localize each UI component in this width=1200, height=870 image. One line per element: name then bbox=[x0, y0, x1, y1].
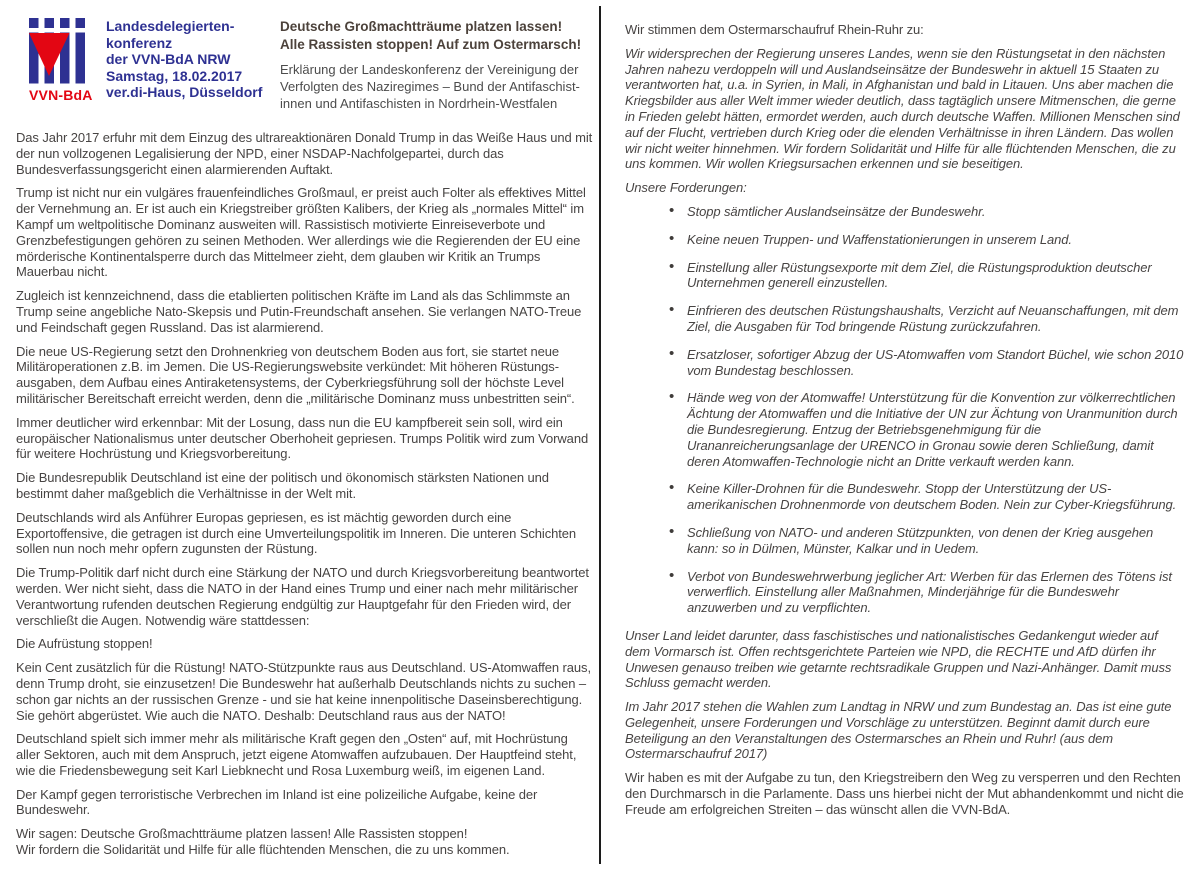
title-line: Alle Rassisten stoppen! Auf zum Ostermarsch! bbox=[280, 36, 582, 52]
demands-list bbox=[625, 204, 1185, 616]
demand-item: • Einstellung aller Rüstungsexporte mit dem Ziel, die Rüstungsproduktion deutscher Unternehmen generell einzustellen. bbox=[667, 260, 1185, 292]
subtitle-line: innen und Antifaschisten in Nordrhein-Westfalen bbox=[280, 96, 558, 111]
paragraph: Deutschland spielt sich immer mehr als militärische Kraft gegen den „Osten“ auf, mit Hochrüstung aller Sektoren, auch mit dem Anspruch, jetzt eigene Atomwaffen aufzubauen. Der Hauptfeind steht, wie die Friedensbewegung seit Karl Liebknecht und Rosa Luxemburg weiß, im eigenen Land. bbox=[16, 731, 577, 778]
demand-item: • Einfrieren des deutschen Rüstungshaushalts, Verzicht auf Neuanschaffungen, mit dem Ziel, die Ausgaben für Tod bringende Rüstung zurückzufahren. bbox=[667, 303, 1185, 335]
red-triangle-bars-icon bbox=[29, 18, 85, 84]
paragraph: Die Aufrüstung stoppen! bbox=[16, 636, 153, 652]
paragraph: Immer deutlicher wird erkennbar: Mit der Losung, dass nun die EU kampfbereit sein soll, wird ein europäischer Nationalismus unter deutscher Oberhoheit gepriesen. Trumps Politik wird zum Vorwand für weitere Hochrüstung und Kriegsvorbereitung. bbox=[16, 414, 589, 462]
paragraph: Zugleich ist kennzeichnend, dass die etablierten politischen Kräfte im Land als das Schlimmste an Trump seine angebliche Nato-Skepsis und Putin-Freundschaft ansehen. Sie verlangen NATO-Treue und Feindschaft gegen Russland. Das ist alarmierend. bbox=[16, 288, 582, 335]
quote-paragraph: Unser Land leidet darunter, dass faschistisches und nationalistisches Gedankengut wieder auf dem Vormarsch ist. Offen rechtsgerichtete Parteien wie NPD, die RECHTE und AfD dürfen ihr Unwesen genauso treiben wie getarnte rechtsradikale Gruppen und Nazi-Anhänger. Damit muss Schluss gemacht werden. bbox=[625, 627, 1172, 691]
demand-item: • Verbot von Bundeswehrwerbung jeglicher Art: Werben für das Erlernen des Tötens ist verwerflich. Einstellung aller Maßnahmen, Minderjährige für die Bundeswehr anzuwerben und zu verpflichten. bbox=[667, 569, 1185, 616]
declaration-subtitle bbox=[280, 61, 594, 112]
ostermarsch-intro: Wir stimmen dem Ostermarschaufruf Rhein-Ruhr zu: bbox=[625, 22, 924, 37]
conference-line: ver.di-Haus, Düsseldorf bbox=[106, 84, 263, 100]
column-divider bbox=[599, 6, 601, 864]
conference-line: Landesdelegierten- bbox=[106, 18, 235, 34]
paragraph: Deutschlands wird als Anführer Europas gepriesen, es ist mächtig geworden durch eine Exportoffensive, die getragen ist durch eine Umverteilungspolitik im Inneren. Die unteren Schichten sollen nun noch mehr opfern zugunsten der Rüstung. bbox=[16, 509, 577, 557]
conference-info bbox=[106, 18, 264, 101]
slogan-line: Wir fordern die Solidarität und Hilfe für alle flüchtenden Menschen, die zu uns kommen. bbox=[16, 842, 510, 858]
quote-paragraph: Im Jahr 2017 stehen die Wahlen zum Landtag in NRW und zum Bundestag an. Das ist eine gute Gelegenheit, unsere Forderungen und Vorschläge zu unterstützen. Beginnt damit durch eure Beteiligung an den Veranstaltungen des Ostermarsches an Rhein und Ruhr! (aus dem Ostermarschaufruf 2017) bbox=[625, 699, 1172, 762]
left-column bbox=[16, 18, 594, 866]
demand-item: • Schließung von NATO- und anderen Stützpunkten, von denen der Krieg ausgehen kann: so in Dülmen, Münster, Kalkar und in Uedem. bbox=[667, 525, 1185, 557]
paragraph: Trump ist nicht nur ein vulgäres frauenfeindliches Großmaul, er preist auch Folter als effektives Mittel der Vernehmung an. Er ist auch ein Kriegstreiber größten Kalibers, der Krieg als „normales Mittel“ im Kampf um weltpolitische Dominanz ausweiten will. Rassistisch motivierte Einreiseverbote und Grenzbefestigungen gehören zu seinen Methoden. Wer allerdings wie die Regierenden der EU eine mörderische Kontinentalsperre durch das Mittelmeer zieht, dem glauben wir Kritik an Trumps Mauerbau nicht. bbox=[16, 185, 586, 280]
document-header bbox=[16, 18, 594, 112]
quote-paragraph: Wir widersprechen der Regierung unseres Landes, wenn sie den Rüstungsetat in den nächsten Jahren nahezu verdoppeln will und Auslandseinsätze der Bundeswehr in aktuell 15 Staaten zu verantworten hat, u.a. in Syrien, in Mali, in Afghanistan und bald in Litauen. Uns aber machen die Kriegsbilder aus aller Welt immer wieder deutlich, dass tagtäglich unsere Mitmenschen, die gerne in Frieden gelebt hätten, ermordet werden, auch durch deutsche Waffen. Millionen Menschen sind auf der Flucht, vertrieben durch Krieg oder die elenden Verhältnisse in ihren Ländern. Das wollen wir nicht weiter hinnehmen. Wir fordern Solidarität und Hilfe für alle flüchtenden Menschen, die zu uns kommen. Wir wollen Kriegsursachen erkennen und sie beseitigen. bbox=[625, 45, 1180, 172]
demand-item: • Ersatzloser, sofortiger Abzug der US-Atomwaffen vom Standort Büchel, wie schon 2010 vom Bundestag beschlossen. bbox=[667, 347, 1185, 379]
demand-item: • Keine neuen Truppen- und Waffenstationierungen in unserem Land. bbox=[667, 232, 1185, 248]
conference-line: konferenz bbox=[106, 34, 173, 51]
paragraph: Die Trump-Politik darf nicht durch eine Stärkung der NATO und durch Kriegsvorbereitung beantwortet werden. Wer nicht sieht, dass die NATO in der Hand eines Trump und einer nach mehr militärischer Verantwortung rufenden deutschen Regierung endgültig zur Hauptgefahr für den Frieden wird, der verschließt die Augen. Notwendig wäre stattdessen: bbox=[16, 565, 589, 628]
conference-line: Samstag, 18.02.2017 bbox=[106, 67, 243, 84]
paragraph: Die Bundesrepublik Deutschland ist eine der politisch und ökonomisch stärksten Nationen und bestimmt daher maßgeblich die Verhältnisse in der Welt mit. bbox=[16, 470, 549, 501]
demand-item: • Stopp sämtlicher Auslandseinsätze der Bundeswehr. bbox=[667, 204, 1185, 220]
paragraph: Die neue US-Regierung setzt den Drohnenkrieg von deutschem Boden aus fort, sie startet neue Militäroperationen z.B. im Jemen. Die US-Regierungswebsite verkündet: Mit höheren Rüstungs-ausgaben, dem Aufbau eines Antiraketensystems, der Cyberkriegsführung soll der höchste Level militärischer Bereitschaft erreicht werden, denn die „militärische Dominanz muss unbestritten sein“. bbox=[16, 343, 575, 406]
demand-item: • Hände weg von der Atomwaffe! Unterstützung für die Konvention zur völkerrechtlichen Ächtung der Atomwaffen und die Initiative der UN zur Ächtung von Uranmunition durch die Bundesregierung. Entzug der Betriebsgenehmigung für die Urananreicherungsanlage der URENCO in Gronau sowie deren Schließung, damit deren Atomwaffen-Technologie nicht an Dritte verkauft werden kann. bbox=[667, 390, 1185, 469]
conference-line: der VVN-BdA NRW bbox=[106, 51, 231, 67]
paragraph: Der Kampf gegen terroristische Verbrechen im Inland ist eine polizeiliche Aufgabe, keine der Bundeswehr. bbox=[16, 786, 538, 818]
subtitle-line: Verfolgten des Naziregimes – Bund der Antifaschist- bbox=[280, 79, 580, 94]
paragraph: Das Jahr 2017 erfuhr mit dem Einzug des ultrareaktionären Donald Trump in das Weiße Haus und mit der nun vollzogenen Legalisierung der NPD, einer NSDAP-Nachfolgepartei, durch das Bundesverfassungsgericht einen alarmierenden Auftakt. bbox=[16, 130, 593, 177]
closing-paragraph: Wir haben es mit der Aufgabe zu tun, den Kriegstreibern den Weg zu versperren und den Rechten den Durchmarsch in die Parlamente. Dass uns hierbei nicht der Mut abhandenkommt und nicht die Freude am erfolgreichen Streiten – das wünscht allen die VVN-BdA. bbox=[625, 770, 1184, 817]
paragraph: Kein Cent zusätzlich für die Rüstung! NATO-Stützpunkte raus aus Deutschland. US-Atomwaffen raus, denn Trump droht, sie einzusetzen! Die Bundeswehr hat außerhalb Deutschlands nichts zu suchen – schon gar nichts an der russischen Grenze - und sie hat keine innenpolitische Daseinsberechtigung. Sie gehört abgerüstet. Wie auch die NATO. Deshalb: Deutschland raus aus der NATO! bbox=[16, 660, 591, 723]
declaration-title bbox=[280, 18, 594, 53]
declaration-header bbox=[280, 18, 594, 112]
demand-item: • Keine Killer-Drohnen für die Bundeswehr. Stopp der Unterstützung der US-amerikanischen Drohnenmorde von deutschem Boden. Nein zur Cyber-Kriegsführung. bbox=[667, 481, 1185, 513]
subtitle-line: Erklärung der Landeskonferenz der Vereinigung der bbox=[280, 62, 579, 77]
vvn-bda-logo bbox=[29, 18, 91, 103]
logo-acronym: VVN-BdA bbox=[29, 87, 93, 103]
title-line: Deutsche Großmachtträume platzen lassen! bbox=[280, 19, 563, 34]
demands-label: Unsere Forderungen: bbox=[625, 180, 747, 196]
right-column bbox=[625, 22, 1185, 826]
slogan-line: Wir sagen: Deutsche Großmachtträume platzen lassen! Alle Rassisten stoppen! bbox=[16, 826, 468, 842]
